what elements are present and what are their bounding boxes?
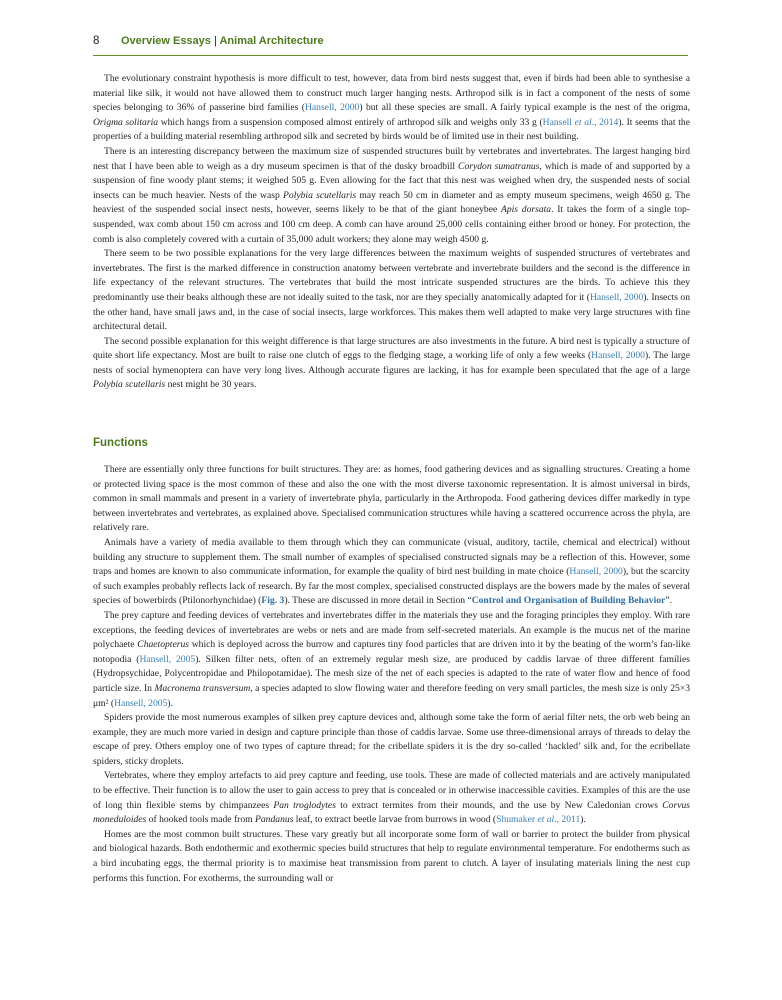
- figure-link[interactable]: Fig. 3: [261, 595, 285, 607]
- citation-link[interactable]: Hansell, 2000: [304, 102, 360, 114]
- section-heading: Functions: [93, 437, 148, 449]
- section-link[interactable]: Control and Organisation of Building Behavior: [471, 595, 666, 607]
- citation-link[interactable]: Hansell, 2005: [139, 653, 196, 665]
- paragraph: Vertebrates, where they employ artefacts to aid prey capture and feeding, use tools. These are made of collected materials and are actively manipulated to be effective. Their function is to allow the user to gain access to prey that is concealed or in otherwise inaccessible cavities. Examples of this are the use of long thin flexible stems by chimpanzees Pan troglodytes to extract termites from their mounds, and the use by New Caledonian crows Corvus moneduloides of hooked tools made from Pandanus leaf, to extract beetle larvae from burrows in wood (Shumaker et al., 2011).: [93, 770, 690, 826]
- paragraph: The second possible explanation for this weight difference is that large structures are also investments in the future. A bird nest is typically a structure of quite short life expectancy. Most are built to raise one clutch of eggs to the fledging stage, a working life of only a few weeks (Hansell, 2000). The large nests of social hymenoptera can have very long lives. Although accurate figures are lacking, it has for example been speculated that the age of a large Polybia scutellaris nest might be 30 years.: [93, 335, 690, 391]
- paragraph: The evolutionary constraint hypothesis is more difficult to test, however, data from bird nests suggest that, even if birds had been able to synthesise a material like silk, it would not have allowed them to construct much larger hanging nests. Arthropod silk is in fact a component of the nests of some species belonging to 36% of passerine bird families (Hansell, 2000) but all these species are small. A fairly typical example is the nest of the origma, Origma solitaria which hangs from a suspension composed almost entirely of arthropod silk and weighs only 33 g (Hansell et al., 2014). It seems that the properties of a building material resembling arthropod silk and secreted by birds would be of limited use in their nest building.: [93, 73, 690, 143]
- paragraph: Homes are the most common built structures. These vary greatly but all incorporate some form of wall or barrier to protect the builder from physical and biological hazards. Both endothermic and exothermic species build structures that help to regulate environmental temperature. For endotherms such as a bird incubating eggs, the thermal priority is to maximise heat transmission from parent to clutch. A layer of insulating materials lining the nest cup performs this function. For exotherms, the surrounding wall or: [93, 828, 690, 884]
- page-number: 8: [93, 35, 100, 47]
- article-title: Animal Architecture: [219, 35, 324, 47]
- paragraph: There are essentially only three functions for built structures. They are: as homes, food gathering devices and as signalling structures. Creating a home or protected living space is the most common of these and also the one with the most diverse taxonomic representation. It is almost universal in birds, common in small mammals and present in a variety of invertebrate phyla, particularly in the Arthropoda. Food gathering devices differ markedly in type between invertebrates and vertebrates, as explained above. Specialised communication structures while having a scattered occurrence across the phyla, are relatively rare.: [93, 464, 690, 534]
- running-title: [121, 35, 324, 47]
- citation-link[interactable]: Hansell, 2000: [589, 291, 644, 303]
- paragraph: The prey capture and feeding devices of vertebrates and invertebrates differ in the materials they use and the foraging principles they employ. With rare exceptions, the feeding devices of invertebrates are webs or nets and are made from self-secreted materials. An example is the mucus net of the marine polychaete Chaetopterus which is deployed across the burrow and captures tiny food particles that are driven into it by the beating of the worm’s fan-like notopodia (Hansell, 2005). Silken filter nets, often of an extremely regular mesh size, are produced by caddis larvae of three different families (Hydropsychidae, Polycentropidae and Philopotamidae). The mesh size of the net of each species is adapted to the rate of water flow and hence of food particle size. In Macronema transversum, a species adapted to slow flowing water and therefore feeding on very small particles, the mesh size is only 25×3 μm² (Hansell, 2005).: [93, 609, 690, 709]
- section-label: Overview Essays: [121, 35, 211, 47]
- citation-link[interactable]: Hansell et al., 2014: [542, 116, 619, 128]
- citation-link[interactable]: Shumaker et al., 2011: [496, 814, 581, 826]
- body-column-top: [93, 72, 690, 393]
- paragraph: Animals have a variety of media available to them through which they can communicate (visual, auditory, tactile, chemical and electrical) without building any structure to supplement them. The small number of examples of specialised constructed signals may be a reflection of this. However, some traps and homes are known to also communicate information, for example the quality of bird nest building in mate choice (Hansell, 2000), but the scarcity of such examples probably reflects lack of research. By far the most complex, specialised constructed displays are the bowers made by the males of several species of bowerbirds (Ptilonorhynchidae) (Fig. 3). These are discussed in more detail in Section “Control and Organisation of Building Behavior”.: [93, 536, 690, 607]
- paragraph: There is an interesting discrepancy between the maximum size of suspended structures built by vertebrates and invertebrates. The largest hanging bird nest that I have been able to weigh as a dry museum specimen is that of the dusky broadbill Corydon sumatranus, which is made of and supported by a suspension of fine woody plant stems; it weighed 505 g. Even allowing for the fact that this nest was weighed when dry, the suspended nests of social insects can be much heavier. Nests of the wasp Polybia scutellaris may reach 50 cm in diameter and as empty museum specimens, weigh 4650 g. The heaviest of the suspended social insect nests, however, seems likely to be that of the giant honeybee Apis dorsata. It takes the form of a single top-suspended, wax comb about 150 cm across and 100 cm deep. A comb can have around 25,000 cells containing either brood or honey. For protection, the comb is also completely covered with a curtain of 35,000 adult workers; they alone may weigh 4500 g.: [93, 145, 690, 245]
- header-separator: |: [213, 35, 217, 47]
- paragraph: There seem to be two possible explanations for the very large differences between the maximum weights of suspended structures of vertebrates and invertebrates. The first is the marked difference in construction anatomy between vertebrate and invertebrate builders and the second is the difference in life expectancy of the relevant structures. The vertebrates that build the most intricate suspended structures are the birds. To achieve this they predominantly use their beaks although these are not ideally suited to the task, nor are they specially anatomically adapted for it (Hansell, 2000). Insects on the other hand, have small jaws and, in the case of social insects, large workforces. This makes them well adapted to make very large structures with fine architectural detail.: [93, 248, 691, 333]
- citation-link[interactable]: Hansell, 2000: [569, 566, 623, 578]
- citation-link[interactable]: Hansell, 2005: [114, 697, 168, 709]
- running-header: [93, 33, 688, 56]
- citation-link[interactable]: Hansell, 2000: [591, 350, 645, 362]
- body-column-functions: [93, 463, 690, 886]
- paragraph: Spiders provide the most numerous examples of silken prey capture devices and, although some take the form of aerial filter nets, the orb web being an example, they are much more varied in design and capture principle than those of caddis larvae. Some use three-dimensional arrays of threads to delay the escape of prey. Others employ one of two types of capture thread; for the cribellate spiders it is the dry so-called ‘hackled’ silk and, for the ecribellate spiders, sticky droplets.: [93, 712, 690, 767]
